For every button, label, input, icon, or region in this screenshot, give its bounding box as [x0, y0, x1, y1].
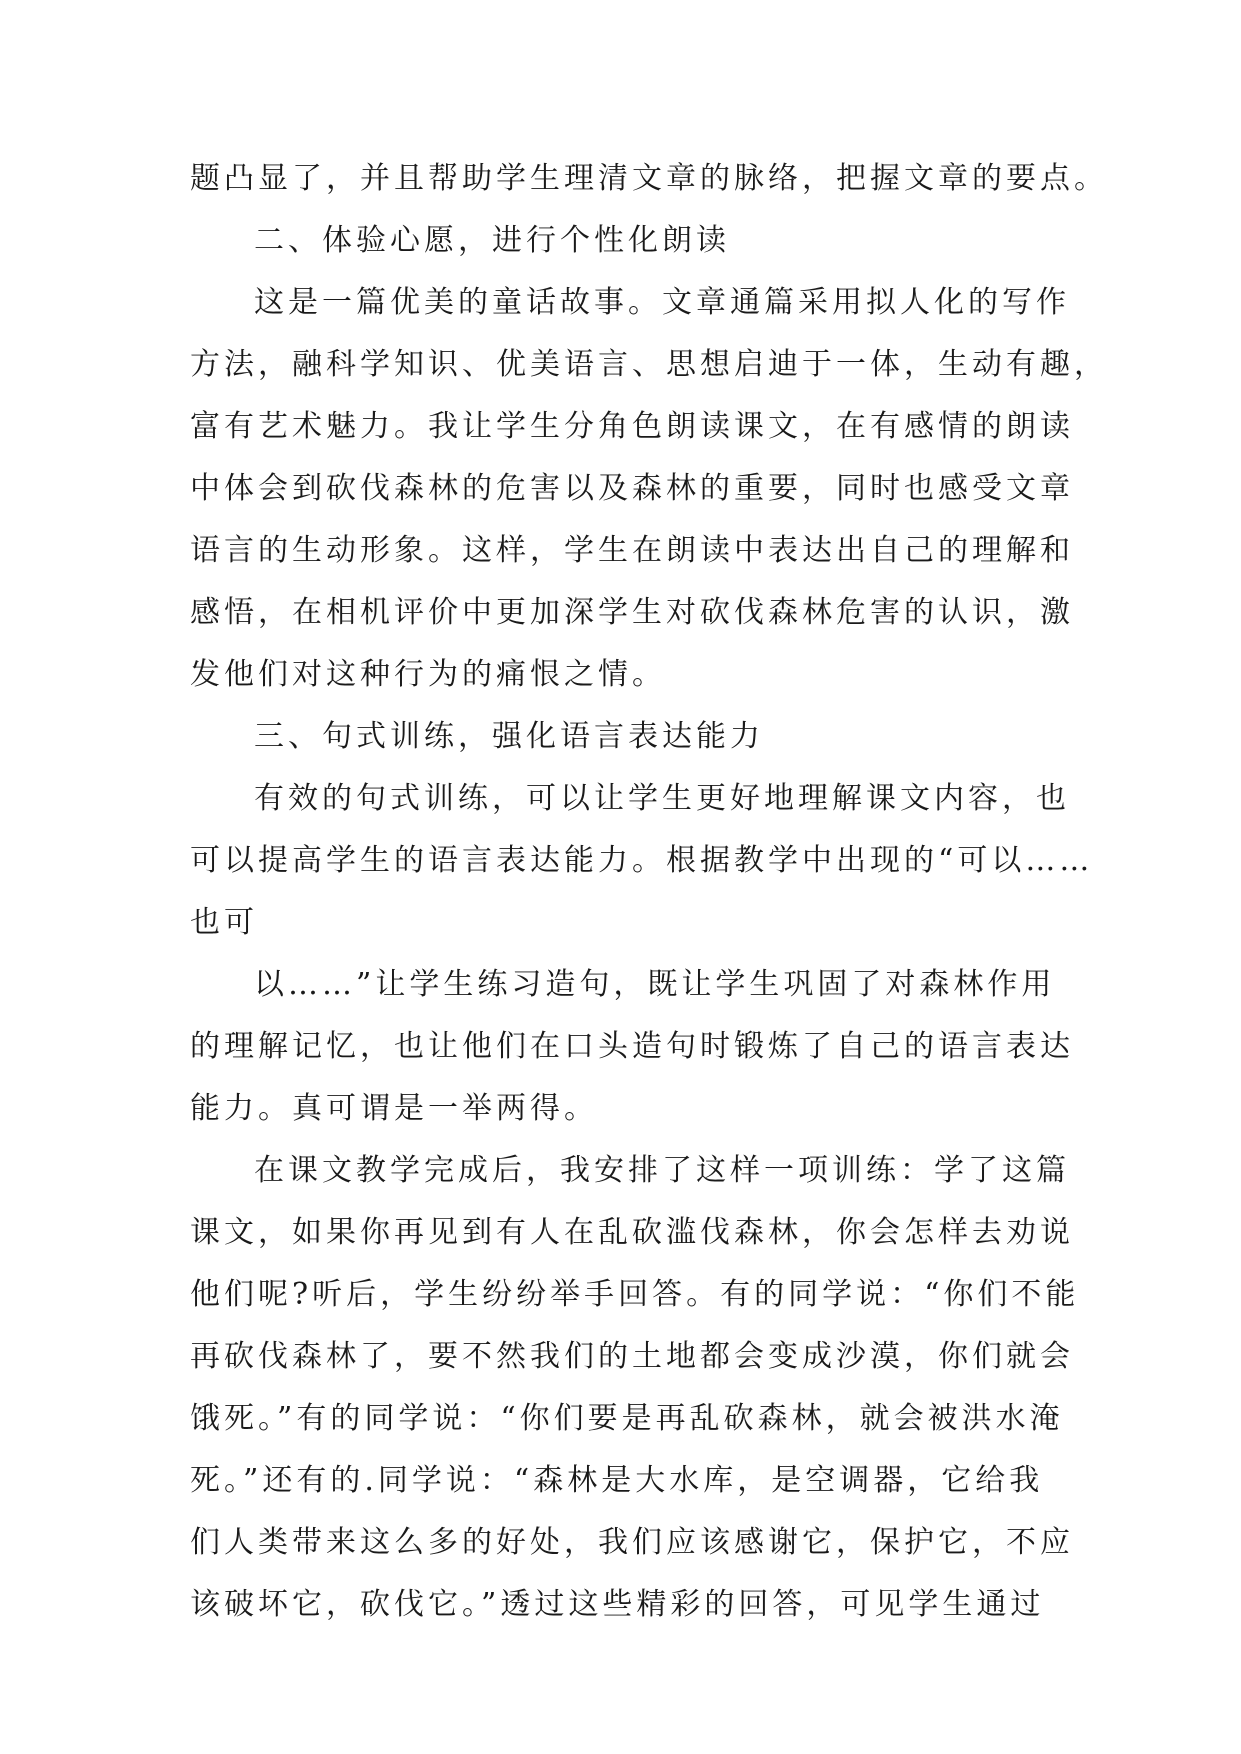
text-line: 发他们对这种行为的痛恨之情。 — [190, 657, 666, 692]
text-line: 在课文教学完成后，我安排了这样一项训练：学了这篇 — [254, 1153, 1070, 1188]
text-line: 的理解记忆，也让他们在口头造句时锻炼了自己的语言表达 — [190, 1029, 1074, 1064]
text-line: 二、体验心愿，进行个性化朗读 — [254, 223, 730, 258]
text-line: 语言的生动形象。这样，学生在朗读中表达出自己的理解和 — [190, 533, 1074, 568]
text-line: 能力。真可谓是一举两得。 — [190, 1091, 598, 1126]
text-line: 可以提高学生的语言表达能力。根据教学中出现的“可以…… — [190, 843, 1094, 878]
text-line: 感悟，在相机评价中更加深学生对砍伐森林危害的认识，激 — [190, 595, 1074, 630]
text-line: 题凸显了，并且帮助学生理清文章的脉络，把握文章的要点。 — [190, 161, 1108, 196]
text-line: 方法，融科学知识、优美语言、思想启迪于一体，生动有趣， — [190, 347, 1108, 382]
text-line: 死。”还有的.同学说：“森林是大水库，是空调器，它给我 — [190, 1463, 1044, 1498]
text-line: 再砍伐森林了，要不然我们的土地都会变成沙漠，你们就会 — [190, 1339, 1074, 1374]
document-body — [190, 148, 1108, 1636]
text-line: 富有艺术魅力。我让学生分角色朗读课文，在有感情的朗读 — [190, 409, 1074, 444]
text-line: 们人类带来这么多的好处，我们应该感谢它，保护它，不应 — [190, 1525, 1074, 1560]
text-line: 他们呢?听后，学生纷纷举手回答。有的同学说：“你们不能 — [190, 1277, 1080, 1312]
text-line: 课文，如果你再见到有人在乱砍滥伐森林，你会怎样去劝说 — [190, 1215, 1074, 1250]
text-line: 三、句式训练，强化语言表达能力 — [254, 719, 764, 754]
text-line: 饿死。”有的同学说：“你们要是再乱砍森林，就会被洪水淹 — [190, 1401, 1064, 1436]
text-line: 该破坏它，砍伐它。”透过这些精彩的回答，可见学生通过 — [190, 1587, 1045, 1622]
text-line: 有效的句式训练，可以让学生更好地理解课文内容，也 — [254, 781, 1070, 816]
text-line: 这是一篇优美的童话故事。文章通篇采用拟人化的写作 — [254, 285, 1070, 320]
text-line: 以……”让学生练习造句，既让学生巩固了对森林作用 — [254, 967, 1056, 1002]
text-line: 也可 — [190, 905, 258, 940]
text-line: 中体会到砍伐森林的危害以及森林的重要，同时也感受文章 — [190, 471, 1074, 506]
